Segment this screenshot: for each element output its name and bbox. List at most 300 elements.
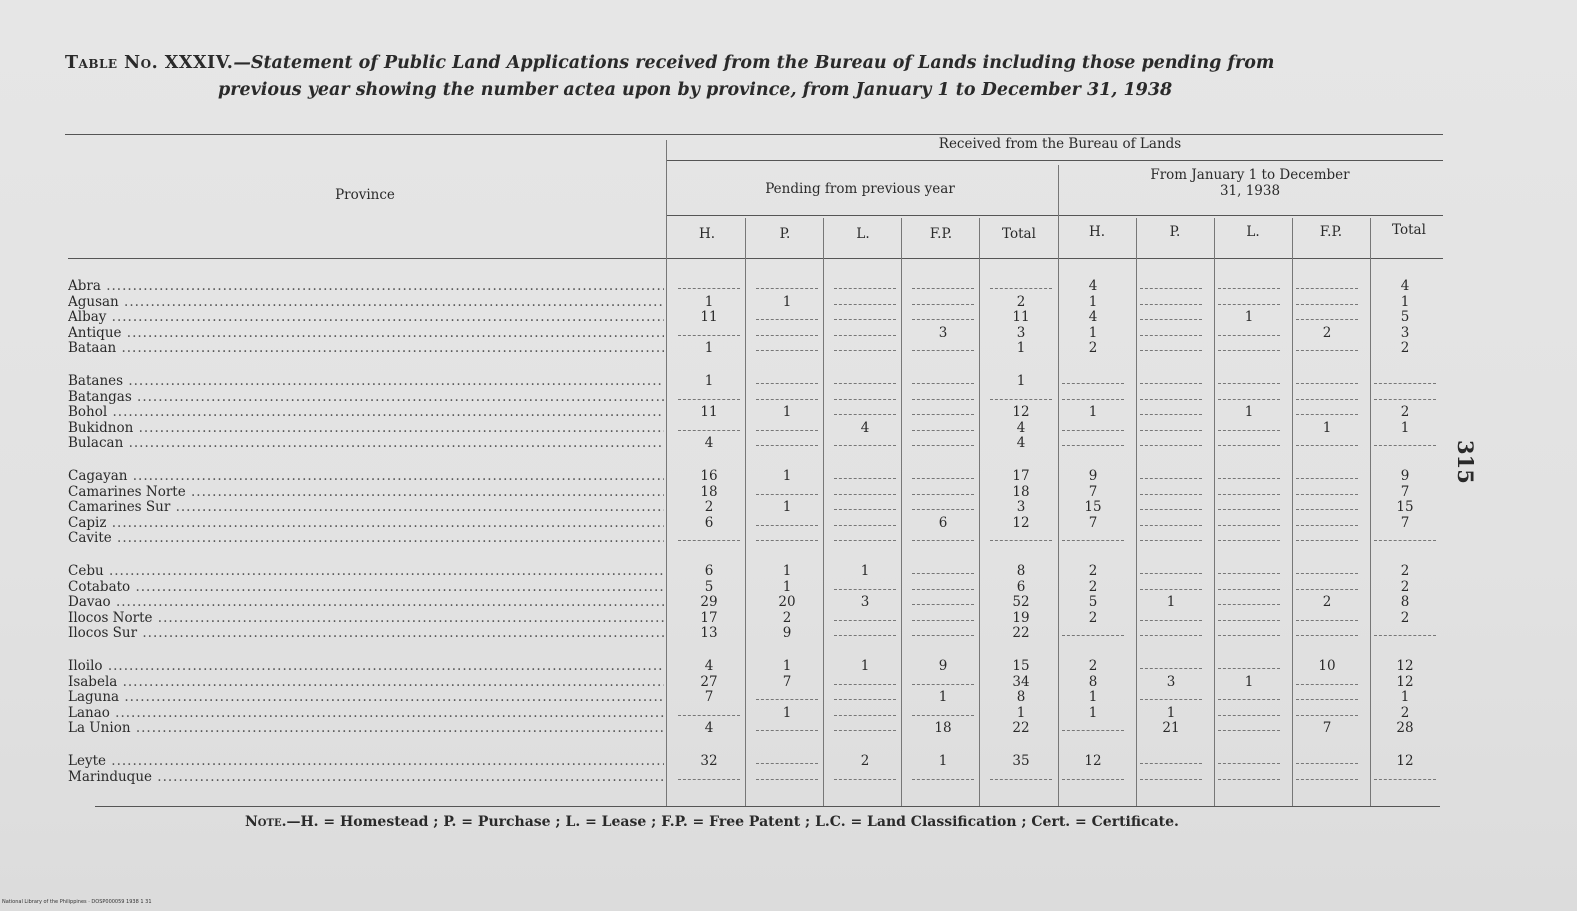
table-cell: 16	[700, 468, 718, 484]
table-cell: 2	[1400, 404, 1410, 421]
province-name: La Union .....	[68, 720, 664, 736]
table-note	[245, 814, 1179, 830]
table-cell: 6	[704, 563, 714, 579]
table-cell	[1218, 620, 1280, 621]
table-cell	[1218, 730, 1280, 731]
table-cell	[1218, 494, 1280, 495]
table-cell: 1	[1016, 340, 1026, 357]
table-cell	[912, 684, 974, 685]
table-cell: 6	[938, 514, 948, 531]
table-row	[68, 769, 1458, 785]
table-cell: 15	[1012, 658, 1030, 674]
table-cell	[834, 350, 896, 351]
table-cell	[1296, 540, 1358, 541]
table-row	[68, 468, 1458, 484]
table-cell	[834, 399, 896, 400]
province-name: Camarines Norte .....	[68, 484, 664, 500]
table-cell: 1	[1322, 419, 1332, 436]
table-cell: 2	[1088, 578, 1098, 595]
table-cell: 2	[1400, 704, 1410, 721]
col-total-received: Total	[1392, 222, 1426, 238]
table-cell: 9	[782, 625, 792, 642]
table-cell	[912, 350, 974, 351]
table-cell: 18	[1012, 483, 1030, 500]
province-name: Cagayan .....	[68, 468, 664, 484]
table-cell: 22	[1012, 720, 1030, 737]
table-cell: 7	[1088, 483, 1098, 500]
table-cell	[1218, 573, 1280, 574]
table-cell	[912, 399, 974, 400]
table-cell	[1296, 620, 1358, 621]
table-cell	[834, 715, 896, 716]
table-row	[68, 625, 1458, 641]
table-cell	[1218, 399, 1280, 400]
table-cell: 2	[704, 499, 714, 516]
table-cell	[912, 509, 974, 510]
table-cell	[1140, 288, 1202, 289]
table-cell	[1296, 319, 1358, 320]
table-cell: 5	[1400, 309, 1410, 326]
province-name: Agusan .....	[68, 294, 664, 310]
table-cell: 17	[1012, 468, 1030, 484]
table-cell	[912, 573, 974, 574]
table-cell	[1296, 573, 1358, 574]
province-name: Batangas .....	[68, 389, 664, 405]
table-cell	[834, 684, 896, 685]
table-cell	[1140, 525, 1202, 526]
table-cell: 4	[1016, 435, 1026, 452]
table-cell	[678, 540, 740, 541]
table-cell: 4	[704, 658, 714, 674]
table-cell	[834, 589, 896, 590]
table-cell: 2	[782, 609, 792, 626]
table-cell	[1140, 399, 1202, 400]
table-cell: 1	[1016, 373, 1026, 389]
table-row	[68, 705, 1458, 721]
pending-header: Pending from previous year	[765, 181, 955, 197]
table-cell	[1140, 414, 1202, 415]
table-cell	[1218, 779, 1280, 780]
table-row	[68, 515, 1458, 531]
province-name: Marinduque .....	[68, 769, 664, 785]
province-name: Ilocos Norte .....	[68, 610, 664, 626]
table-cell	[1140, 494, 1202, 495]
table-cell: 1	[1088, 324, 1098, 341]
table-cell	[834, 730, 896, 731]
table-cell	[1062, 635, 1124, 636]
table-cell: 2	[1400, 340, 1410, 357]
table-cell	[834, 635, 896, 636]
table-cell: 11	[1012, 309, 1030, 326]
table-cell: 19	[1012, 609, 1030, 626]
table-cell	[912, 319, 974, 320]
table-cell	[1218, 699, 1280, 700]
province-name: Batanes .....	[68, 373, 664, 389]
table-cell	[678, 399, 740, 400]
table-cell	[1062, 430, 1124, 431]
table-cell: 3	[1166, 673, 1176, 690]
table-row	[68, 294, 1458, 310]
table-row	[68, 340, 1458, 356]
table-cell: 1	[938, 689, 948, 706]
table-number: Table No. XXXIV.	[65, 53, 234, 73]
table-cell	[756, 525, 818, 526]
table-cell	[1140, 573, 1202, 574]
table-cell	[1140, 383, 1202, 384]
note-label: Note	[245, 814, 282, 830]
table-cell	[1218, 589, 1280, 590]
table-cell: 3	[1400, 324, 1410, 341]
table-cell	[1296, 414, 1358, 415]
table-cell	[990, 288, 1052, 289]
table-cell	[834, 383, 896, 384]
table-cell	[1140, 509, 1202, 510]
table-cell: 15	[1084, 499, 1102, 516]
table-cell	[834, 525, 896, 526]
table-cell: 34	[1012, 673, 1030, 690]
province-header: Province	[335, 187, 395, 203]
province-name: Bukidnon .....	[68, 420, 664, 436]
table-cell	[1140, 779, 1202, 780]
table-row	[68, 484, 1458, 500]
table-cell	[1296, 525, 1358, 526]
table-cell: 2	[1400, 563, 1410, 579]
table-cell	[912, 430, 974, 431]
table-cell: 2	[1088, 609, 1098, 626]
table-cell	[1296, 399, 1358, 400]
table-cell: 12	[1396, 753, 1414, 769]
province-name: Capiz .....	[68, 515, 664, 531]
table-cell: 35	[1012, 753, 1030, 769]
table-cell	[756, 779, 818, 780]
table-cell: 1	[1400, 689, 1410, 706]
table-cell	[834, 620, 896, 621]
table-row	[68, 610, 1458, 626]
table-cell	[1374, 635, 1436, 636]
table-cell	[834, 540, 896, 541]
table-row	[68, 309, 1458, 325]
province-name: Ilocos Sur .....	[68, 625, 664, 641]
table-cell: 2	[860, 753, 870, 769]
province-name: Isabela .....	[68, 674, 664, 690]
table-cell	[912, 589, 974, 590]
province-name: Laguna .....	[68, 689, 664, 705]
province-name: Leyte .....	[68, 753, 664, 769]
table-cell: 2	[1088, 658, 1098, 674]
table-cell: 2	[1088, 563, 1098, 579]
table-cell	[678, 288, 740, 289]
table-cell	[1296, 779, 1358, 780]
table-cell: 7	[1322, 720, 1332, 737]
table-cell: 2	[1322, 594, 1332, 611]
table-cell	[912, 478, 974, 479]
table-cell: 2	[1322, 324, 1332, 341]
table-cell	[678, 430, 740, 431]
table-cell	[1374, 383, 1436, 384]
table-cell: 18	[934, 720, 952, 737]
table-cell	[1296, 715, 1358, 716]
table-cell	[1140, 763, 1202, 764]
col-p-received: P.	[1169, 224, 1181, 240]
table-cell	[1140, 304, 1202, 305]
table-cell	[1218, 478, 1280, 479]
province-name: Bohol .....	[68, 404, 664, 420]
subheader-rule	[666, 215, 1443, 216]
table-cell	[756, 445, 818, 446]
table-cell: 10	[1318, 658, 1336, 674]
table-row	[68, 720, 1458, 736]
table-cell	[1374, 779, 1436, 780]
table-cell	[834, 699, 896, 700]
province-name: Cebu .....	[68, 563, 664, 579]
table-row	[68, 325, 1458, 341]
col-l-pending: L.	[856, 226, 870, 242]
table-cell: 1	[1088, 704, 1098, 721]
table-cell: 1	[782, 704, 792, 721]
table-cell: 1	[1016, 704, 1026, 721]
table-cell	[756, 699, 818, 700]
table-cell: 7	[1400, 483, 1410, 500]
table-cell	[1218, 635, 1280, 636]
table-row	[68, 658, 1458, 674]
table-cell	[834, 414, 896, 415]
table-row	[68, 404, 1458, 420]
table-row	[68, 373, 1458, 389]
table-cell: 12	[1012, 404, 1030, 421]
table-cell: 1	[782, 468, 792, 484]
top-rule	[65, 134, 1443, 135]
table-cell: 1	[782, 499, 792, 516]
table-cell	[1374, 399, 1436, 400]
col-fp-pending: F.P.	[929, 226, 953, 242]
table-cell: 1	[704, 373, 714, 389]
table-cell: 32	[700, 753, 718, 769]
table-cell: 4	[1016, 419, 1026, 436]
table-cell	[990, 399, 1052, 400]
table-cell	[912, 494, 974, 495]
province-name: Cavite .....	[68, 530, 664, 546]
table-cell	[912, 715, 974, 716]
table-cell: 21	[1162, 720, 1180, 737]
province-name: Antique .....	[68, 325, 664, 341]
table-cell	[756, 383, 818, 384]
table-cell	[1218, 335, 1280, 336]
table-cell	[678, 715, 740, 716]
table-cell	[756, 763, 818, 764]
province-name: Albay .....	[68, 309, 664, 325]
table-cell	[1218, 304, 1280, 305]
table-cell: 13	[700, 625, 718, 642]
table-cell	[912, 779, 974, 780]
table-cell	[1296, 350, 1358, 351]
table-cell: 1	[1244, 673, 1254, 690]
table-row	[68, 420, 1458, 436]
table-cell	[1218, 763, 1280, 764]
table-cell	[1140, 699, 1202, 700]
table-cell	[990, 779, 1052, 780]
table-cell: 2	[1400, 609, 1410, 626]
table-cell	[1062, 383, 1124, 384]
table-cell	[1140, 319, 1202, 320]
table-cell: 8	[1088, 673, 1098, 690]
table-cell: 3	[938, 324, 948, 341]
table-cell	[1296, 589, 1358, 590]
table-row	[68, 435, 1458, 451]
table-cell: 1	[782, 578, 792, 595]
table-cell	[990, 540, 1052, 541]
table-cell	[1296, 304, 1358, 305]
table-cell	[834, 509, 896, 510]
table-cell	[1296, 763, 1358, 764]
table-cell: 28	[1396, 720, 1414, 737]
table-cell	[678, 779, 740, 780]
table-cell: 1	[782, 658, 792, 674]
table-cell: 15	[1396, 499, 1414, 516]
table-cell	[834, 779, 896, 780]
table-row	[68, 278, 1458, 294]
period-header-1: From January 1 to December	[1150, 167, 1350, 183]
page-number: 315	[1453, 440, 1478, 484]
table-cell: 1	[1166, 704, 1176, 721]
table-cell	[912, 620, 974, 621]
table-cell	[1296, 699, 1358, 700]
table-cell	[1374, 540, 1436, 541]
table-cell: 18	[700, 483, 718, 500]
table-cell	[1140, 589, 1202, 590]
table-cell	[756, 288, 818, 289]
table-cell	[912, 383, 974, 384]
table-cell	[1296, 494, 1358, 495]
table-cell	[756, 335, 818, 336]
table-cell: 20	[778, 594, 796, 611]
table-cell	[1062, 730, 1124, 731]
table-cell	[1296, 383, 1358, 384]
table-row	[68, 753, 1458, 769]
table-cell: 9	[938, 658, 948, 674]
table-cell: 8	[1016, 689, 1026, 706]
table-cell: 12	[1084, 753, 1102, 769]
note-text: .—H. = Homestead ; P. = Purchase ; L. = Lease ; F.P. = Free Patent ; L.C. = Land Classification ; Cert. = Certificate.	[281, 814, 1179, 830]
table-cell: 12	[1396, 673, 1414, 690]
province-name: Bataan .....	[68, 340, 664, 356]
table-cell: 4	[1400, 278, 1410, 294]
province-name: Lanao .....	[68, 705, 664, 721]
table-cell	[1374, 445, 1436, 446]
table-cell	[1218, 509, 1280, 510]
table-row	[68, 579, 1458, 595]
table-cell: 8	[1016, 563, 1026, 579]
province-name: Abra .....	[68, 278, 664, 294]
table-cell: 1	[1088, 404, 1098, 421]
table-cell	[1140, 668, 1202, 669]
table-cell	[912, 304, 974, 305]
table-cell	[834, 288, 896, 289]
col-p-pending: P.	[779, 226, 791, 242]
received-rule	[666, 160, 1443, 161]
table-cell	[1140, 635, 1202, 636]
table-cell	[1062, 445, 1124, 446]
title-line-1: —Statement of Public Land Applications received from the Bureau of Lands including those pending from	[233, 53, 1275, 73]
table-cell	[756, 399, 818, 400]
province-name: Camarines Sur .....	[68, 499, 664, 515]
table-cell	[1296, 445, 1358, 446]
table-cell	[1218, 540, 1280, 541]
table-cell	[1218, 288, 1280, 289]
col-total-pending: Total	[1002, 226, 1036, 242]
table-cell: 7	[1088, 514, 1098, 531]
table-cell: 1	[1244, 404, 1254, 421]
table-cell: 1	[782, 404, 792, 421]
table-cell: 1	[1400, 293, 1410, 310]
col-h-received: H.	[1088, 224, 1106, 240]
table-row	[68, 499, 1458, 515]
table-cell: 52	[1012, 594, 1030, 611]
table-cell: 7	[1400, 514, 1410, 531]
table-cell	[912, 604, 974, 605]
table-cell	[1296, 478, 1358, 479]
table-cell: 9	[1400, 468, 1410, 484]
table-cell: 4	[860, 419, 870, 436]
title-line-2: previous year showing the number actea upon by province, from January 1 to December 31, 1938	[218, 80, 1173, 100]
table-cell	[1140, 335, 1202, 336]
table-row	[68, 530, 1458, 546]
header-bottom-rule	[68, 258, 1443, 259]
table-cell: 3	[1016, 324, 1026, 341]
table-cell	[756, 494, 818, 495]
table-cell	[912, 414, 974, 415]
table-cell	[1140, 350, 1202, 351]
province-name: Bulacan .....	[68, 435, 664, 451]
table-cell	[1218, 604, 1280, 605]
table-cell	[1218, 445, 1280, 446]
table-cell: 4	[1088, 278, 1098, 294]
table-cell	[1296, 684, 1358, 685]
table-cell: 8	[1400, 594, 1410, 611]
table-cell	[834, 494, 896, 495]
table-cell	[834, 319, 896, 320]
table-cell	[1296, 288, 1358, 289]
table-cell: 2	[1088, 340, 1098, 357]
table-cell: 9	[1088, 468, 1098, 484]
table-cell	[1062, 779, 1124, 780]
col-h-pending: H.	[698, 226, 716, 242]
table-cell: 1	[704, 340, 714, 357]
table-cell: 1	[1088, 293, 1098, 310]
col-fp-received: F.P.	[1319, 224, 1343, 240]
table-cell: 12	[1012, 514, 1030, 531]
table-cell: 1	[860, 563, 870, 579]
table-cell	[1140, 430, 1202, 431]
table-cell	[912, 445, 974, 446]
table-cell: 2	[1400, 578, 1410, 595]
table-cell: 11	[700, 309, 718, 326]
table-cell	[1218, 350, 1280, 351]
table-cell	[912, 635, 974, 636]
table-cell	[1218, 715, 1280, 716]
table-cell: 1	[1400, 419, 1410, 436]
received-header: Received from the Bureau of Lands	[938, 136, 1182, 152]
table-cell	[1062, 540, 1124, 541]
table-cell	[1140, 445, 1202, 446]
province-name: Davao .....	[68, 594, 664, 610]
table-cell: 1	[938, 753, 948, 769]
table-cell: 27	[700, 673, 718, 690]
table-cell	[756, 730, 818, 731]
table-cell	[1140, 620, 1202, 621]
archive-footer: National Library of the Philippines · DOSP000059 1938 1 31	[2, 899, 152, 905]
table-cell: 4	[1088, 309, 1098, 326]
table-cell: 17	[700, 609, 718, 626]
